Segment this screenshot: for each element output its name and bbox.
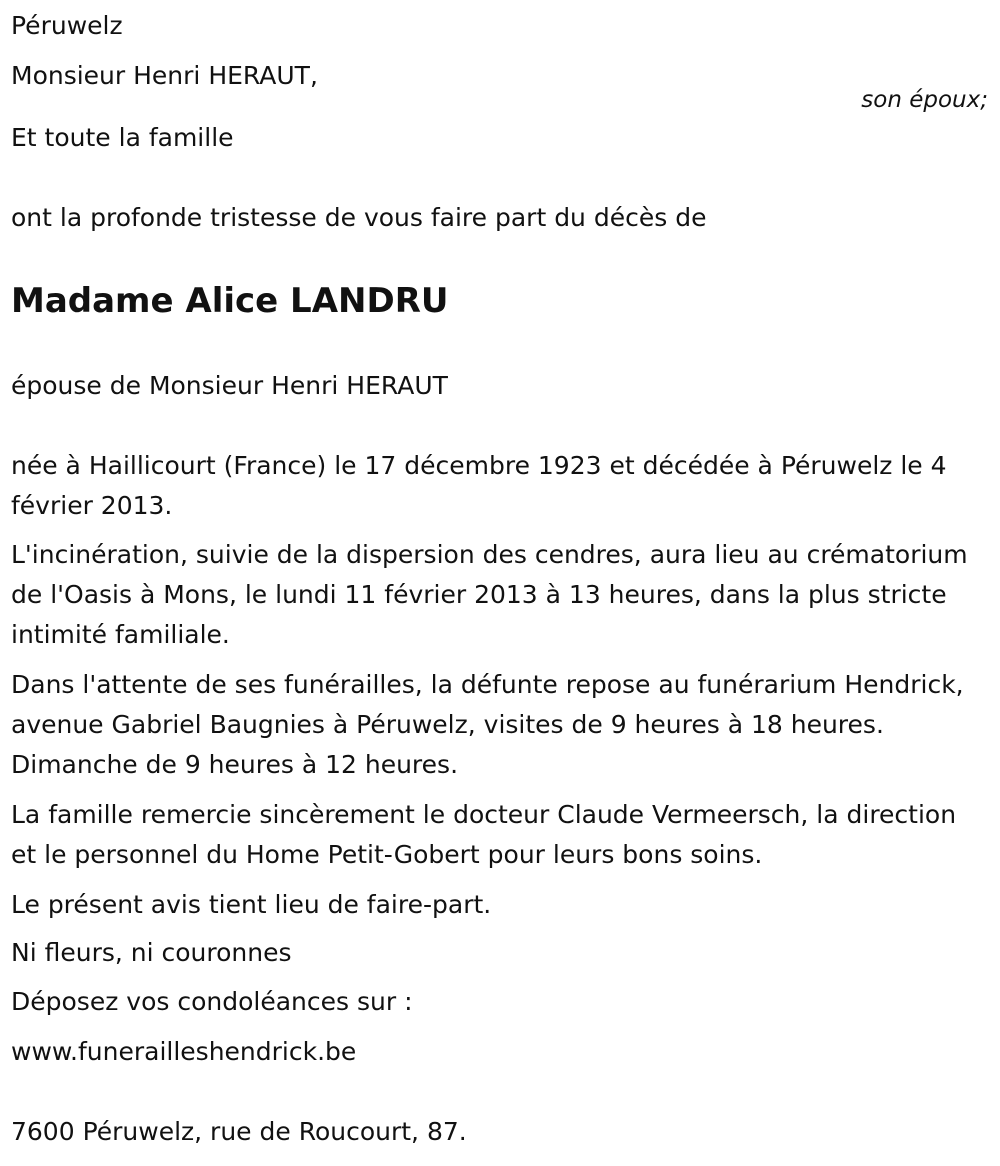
cremation-paragraph: L'incinération, suivie de la dispersion des cendres, aura lieu au crématorium de l'Oasis à Mons, le lundi 11 février 2013 à 13 heures, dans la plus stricte intimité familiale. bbox=[11, 540, 968, 649]
husband-role: son époux; bbox=[861, 87, 988, 113]
condolences-label: Déposez vos condoléances sur : bbox=[11, 987, 413, 1016]
husband-line: Monsieur Henri HERAUT, bbox=[11, 61, 318, 90]
family-line: Et toute la famille bbox=[11, 123, 234, 152]
flowers-line: Ni fleurs, ni couronnes bbox=[11, 938, 292, 967]
address-line: 7600 Péruwelz, rue de Roucourt, 87. bbox=[11, 1117, 467, 1146]
website-link[interactable]: www.funerailleshendrick.be bbox=[11, 1037, 357, 1066]
announcement: ont la profonde tristesse de vous faire part du décès de bbox=[11, 203, 707, 232]
website-link-container bbox=[11, 1032, 980, 1072]
location: Péruwelz bbox=[11, 11, 123, 40]
birth-death: née à Haillicourt (France) le 17 décembre 1923 et décédée à Péruwelz le 4 février 2013. bbox=[11, 451, 947, 520]
visitation-paragraph: Dans l'attente de ses funérailles, la défunte repose au funérarium Hendrick, avenue Gabriel Baugnies à Péruwelz, visites de 9 heures à 18 heures. Dimanche de 9 heures à 12 heures. bbox=[11, 670, 964, 779]
deceased-name: Madame Alice LANDRU bbox=[11, 281, 449, 321]
thanks-paragraph: La famille remercie sincèrement le docteur Claude Vermeersch, la direction et le personnel du Home Petit-Gobert pour leurs bons soins. bbox=[11, 800, 957, 869]
notice-line: Le présent avis tient lieu de faire-part. bbox=[11, 890, 492, 919]
spouse-of: épouse de Monsieur Henri HERAUT bbox=[11, 371, 448, 400]
